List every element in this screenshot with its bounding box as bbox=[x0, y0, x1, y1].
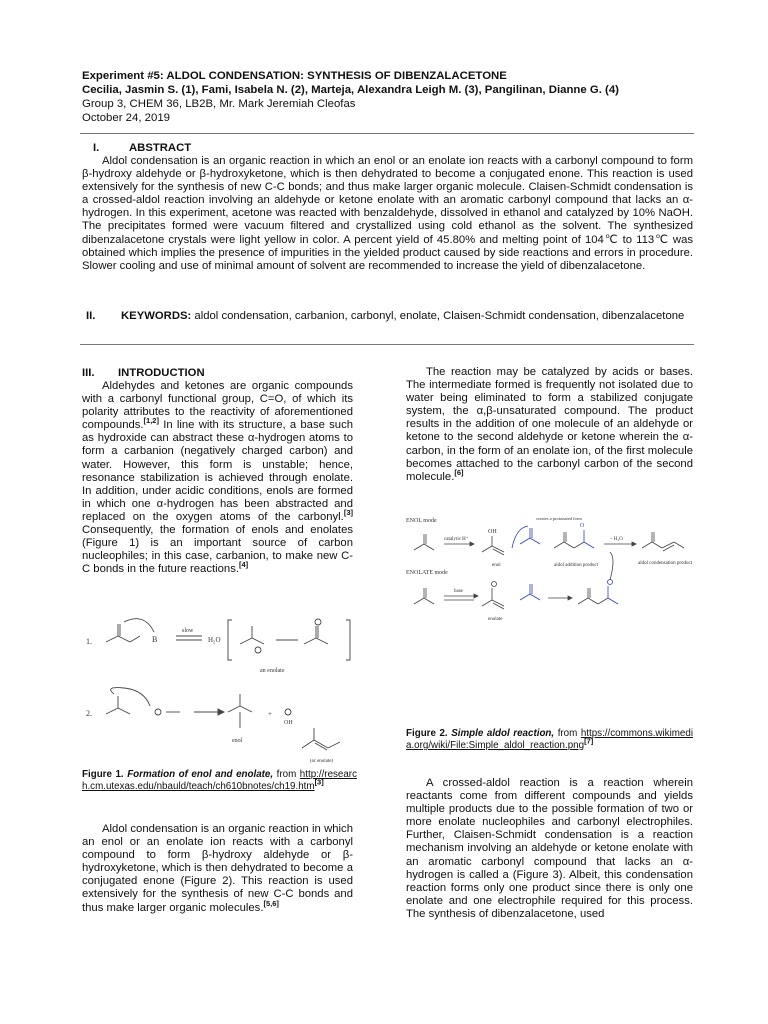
svg-text:+: + bbox=[268, 710, 272, 718]
fig2-water-loss-label: – H₂O bbox=[610, 537, 623, 542]
fig1-enol-label: enol bbox=[232, 738, 243, 744]
figure-1-source-link[interactable]: http://research.cm.utexas.edu/nbauld/teach/ch610bnotes/ch19.htm bbox=[82, 769, 357, 792]
fig2-enol-label: enol bbox=[492, 563, 501, 568]
svg-text:OH: OH bbox=[284, 720, 293, 726]
keywords-text: aldol condensation, carbanion, carbonyl, enolate, Claisen-Schmidt condensation, dibenzalacetone bbox=[191, 310, 685, 322]
figure-1-caption: Figure 1. Formation of enol and enolate, from http://research.cm.utexas.edu/nbauld/teach/ch610bnotes/ch19.htm[3] bbox=[82, 769, 357, 792]
figure-1-diagram bbox=[84, 616, 352, 764]
svg-text:H₂O: H₂O bbox=[208, 636, 221, 644]
paper-title: Experiment #5: ALDOL CONDENSATION: SYNTHESIS OF DIBENZALACETONE bbox=[82, 70, 507, 82]
introduction-heading: III. INTRODUCTION bbox=[82, 367, 205, 379]
authors-line: Cecilia, Jasmin S. (1), Fami, Isabela N. (2), Marteja, Alexandra Leigh M. (3), Pangilinan, Dianne G. (4) bbox=[82, 84, 619, 96]
fig2-enolate-label: enolate bbox=[488, 617, 503, 622]
abstract-heading: I. ABSTRACT bbox=[93, 142, 192, 154]
fig2-aldol-condensation-label: aldol condensation product bbox=[638, 561, 693, 566]
svg-text:O: O bbox=[580, 523, 585, 529]
figure-2-source-link[interactable]: https://commons.wikimedia.org/wiki/File:Simple_aldol_reaction.png bbox=[406, 728, 693, 751]
figure-2-diagram bbox=[404, 508, 694, 626]
intro-paragraph-1: Aldehydes and ketones are organic compounds with a carbonyl functional group, C=O, of which its polarity attributes to the reactivity of aforementioned compounds.[1,2] In line with its structure, a base such as hydroxide can abstract these α-hydrogen atoms to form a carbanion (negatively charged carbon) and water. However, this form is unstable; hence, resonance stabilization is achieved through enolate. In addition, under acidic conditions, enols are formed in which one α-hydrogen has been abstracted and replaced on the oxygen atoms of the carbonyl.[3] Consequently, the formation of enols and enolates (Figure 1) is an important source of carbon nucleophiles; in this case, carbanion, to make new C-C bonds in the future reactions.[4] bbox=[82, 380, 353, 576]
fig1-slow-label: slow bbox=[182, 628, 194, 634]
figure-2-caption: Figure 2. Simple aldol reaction, from https://commons.wikimedia.org/wiki/File:Simple_aldol_reaction.png[7] bbox=[406, 728, 693, 751]
header-rule bbox=[80, 133, 694, 134]
fig1-step2-label: 2. bbox=[86, 709, 92, 718]
intro-paragraph-3: The reaction may be catalyzed by acids or bases. The intermediate formed is frequently not isolated due to water being eliminated to form a stabilized conjugate system, the α,β-unsaturated compound. The product results in the addition of one molecule of an aldehyde or ketone to the second aldehyde or ketone wherein the α-carbon, in the form of an enolate ion, of the first molecule becomes attached to the carbonyl carbon of the second molecule.[6] bbox=[406, 366, 693, 483]
keywords-section: II. KEYWORDS: aldol condensation, carbanion, carbonyl, enolate, Claisen-Schmidt condensation, dibenzalacetone bbox=[86, 310, 685, 322]
group-line: Group 3, CHEM 36, LB2B, Mr. Mark Jeremiah Cleofas bbox=[82, 98, 356, 110]
fig2-enol-mode-label: ENOL mode bbox=[406, 518, 437, 524]
fig2-base-label: base bbox=[454, 589, 463, 594]
document-header bbox=[82, 69, 692, 125]
fig2-protonated-label: creates a protonated form bbox=[536, 516, 582, 521]
keywords-rule bbox=[80, 344, 694, 345]
intro-paragraph-4: A crossed-aldol reaction is a reaction wherein reactants come from different compounds and yields multiple products due to the possible formation of two or more enolate nucleophiles and carbonyl electrophiles. Further, Claisen-Schmidt condensation is a reaction mechanism involving an aldehyde or ketone enolate with an aromatic carbonyl compound that lacks an α-hydrogen is called a (Figure 3). Albeit, this condensation reaction forms only one product since there is only one enolate and one electrophile required for this process. The synthesis of dibenzalacetone, used bbox=[406, 777, 693, 920]
fig2-aldol-addition-label: aldol addition product bbox=[554, 563, 599, 568]
fig1-enolate-label: an enolate bbox=[260, 668, 285, 674]
date-line: October 24, 2019 bbox=[82, 112, 171, 124]
intro-paragraph-2: Aldol condensation is an organic reaction in which an enol or an enolate ion reacts with a carbonyl compound to form β-hydroxy aldehyde or β-hydroxyketone, which is then dehydrated to become a conjugated enone (Figure 2). This reaction is used extensively for the synthesis of new C-C bonds and thus make larger organic molecules.[5,6] bbox=[82, 823, 353, 914]
fig1-step1-label: 1. bbox=[86, 637, 92, 646]
fig1-base-label: B bbox=[152, 635, 158, 644]
abstract-text: Aldol condensation is an organic reaction in which an enol or an enolate ion reacts with a carbonyl compound to form β-hydroxy aldehyde or β-hydroxyketone, which is then dehydrated to become a conjugated enone. This reaction is used extensively for the synthesis of new C-C bonds; and thus make larger organic molecule. Claisen-Schmidt condensation is a crossed-aldol reaction involving an aldehyde or ketone enolate with an aromatic carbonyl compound that lacks an α-hydrogen. In this experiment, acetone was reacted with benzaldehyde, dissolved in ethanol and catalyzed by 10% NaOH. The precipitates formed were vacuum filtered and crystallized using cold ethanol as the solvent. The synthesized dibenzalacetone crystals were light yellow in color. A percent yield of 45.80% and melting point of 104℃ to 113℃ was obtained which implies the presence of impurities in the yielded product caused by side reactions and errors in procedure. Slower cooling and use of minimal amount of solvent are recommended to increase the yield of dibenzalacetone. bbox=[82, 155, 693, 272]
fig1-resonance-label: (or enolate) bbox=[310, 759, 334, 764]
fig2-catalytic-label: catalytic H⁺ bbox=[444, 537, 469, 542]
svg-text:OH: OH bbox=[488, 529, 497, 535]
fig2-enolate-mode-label: ENOLATE mode bbox=[406, 570, 448, 576]
